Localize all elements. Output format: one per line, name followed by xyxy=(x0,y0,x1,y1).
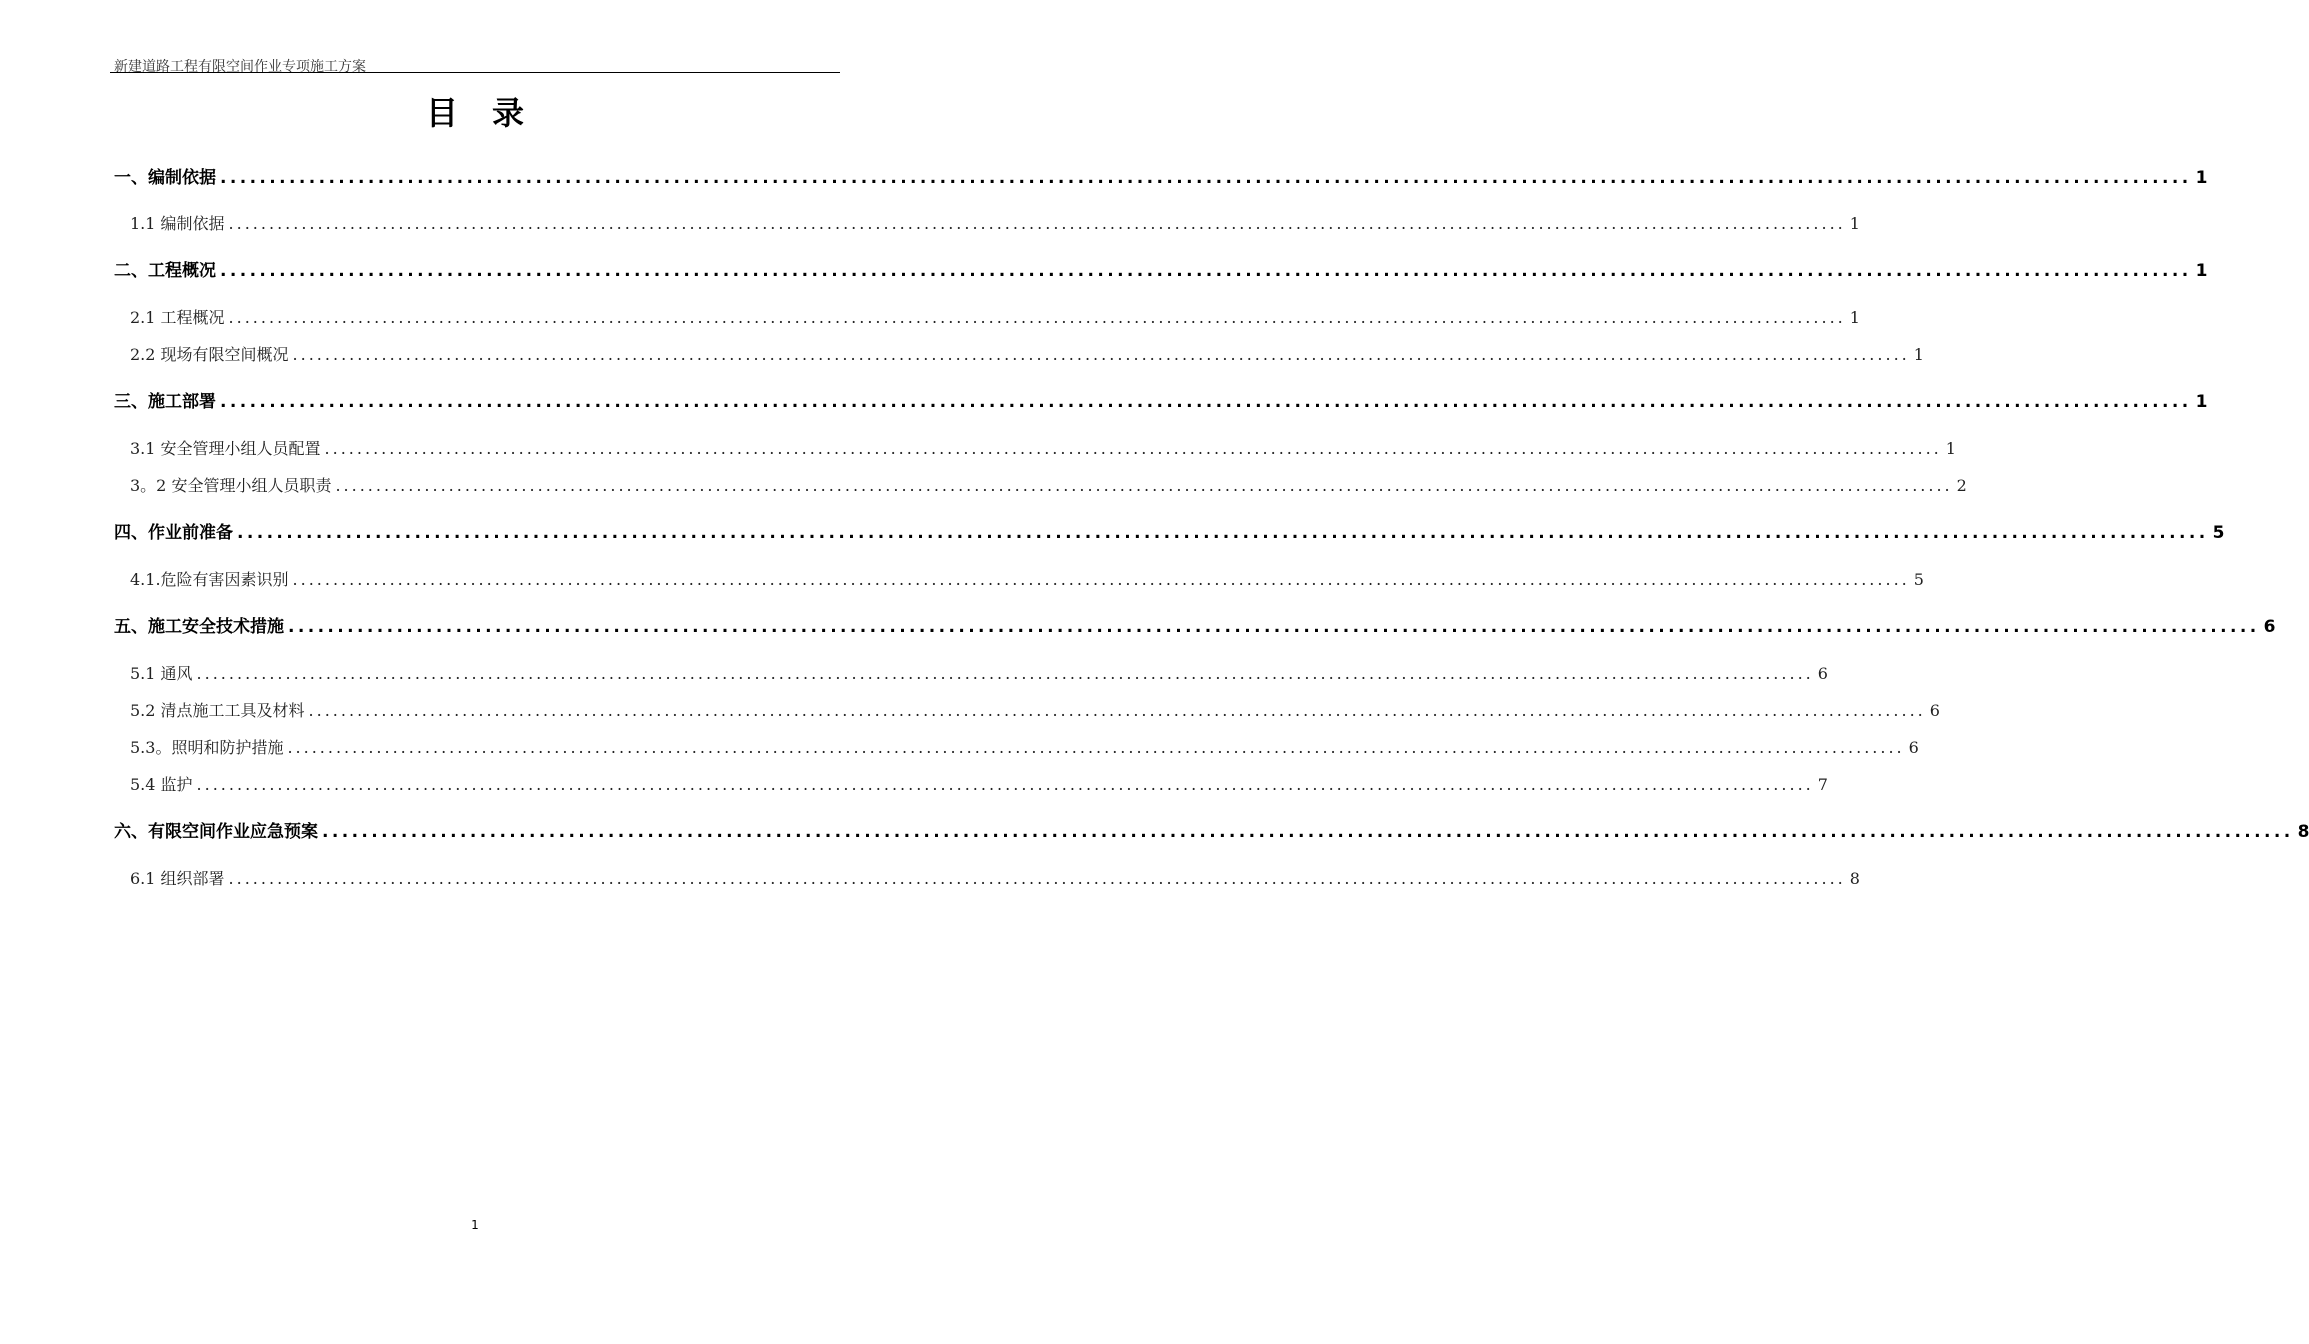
toc-chapter-entry[interactable] xyxy=(114,615,2276,639)
toc-chapter-entry[interactable] xyxy=(114,166,2208,190)
toc-dot-leader: ........................................................................................................................................................................................................ xyxy=(308,701,1926,720)
toc-entry-page: 2 xyxy=(1956,476,1967,495)
toc-entry-page: 1 xyxy=(1945,439,1956,458)
toc-dot-leader: ........................................................................................................................................................................................................ xyxy=(220,168,2192,188)
toc-dot-leader: ........................................................................................................................................................................................................ xyxy=(324,439,1942,458)
toc-entry-page: 1 xyxy=(2195,392,2208,412)
toc-entry-page: 1 xyxy=(2195,168,2208,188)
toc-chapter-entry[interactable] xyxy=(114,390,2208,414)
toc-section-entry[interactable] xyxy=(130,736,1919,760)
toc-dot-leader: ........................................................................................................................................................................................................ xyxy=(196,664,1814,683)
toc-entry-label: 三、施工部署 xyxy=(114,392,216,412)
toc-dot-leader: ........................................................................................................................................................................................................ xyxy=(228,214,1846,233)
toc-entry-page: 1 xyxy=(1849,214,1860,233)
toc-entry-label: 4.1.危险有害因素识别 xyxy=(130,570,289,589)
toc-dot-leader: ........................................................................................................................................................................................................ xyxy=(220,261,2192,281)
toc-section-entry[interactable] xyxy=(130,867,1860,891)
toc-entry-label: 1.1 编制依据 xyxy=(130,214,225,233)
toc-section-entry[interactable] xyxy=(130,212,1860,236)
toc-section-entry[interactable] xyxy=(130,773,1828,797)
toc-section-entry[interactable] xyxy=(130,662,1828,686)
toc-entry-label: 四、作业前准备 xyxy=(114,523,233,543)
toc-section-entry[interactable] xyxy=(130,699,1940,723)
toc-entry-label: 6.1 组织部署 xyxy=(130,869,225,888)
toc-section-entry[interactable] xyxy=(130,437,1956,461)
toc-title: 目录 xyxy=(425,94,558,132)
running-header: 新建道路工程有限空间作业专项施工方案 xyxy=(114,59,366,75)
toc-entry-label: 二、工程概况 xyxy=(114,261,216,281)
toc-dot-leader: ........................................................................................................................................................................................................ xyxy=(237,523,2209,543)
toc-section-entry[interactable] xyxy=(130,343,1924,367)
toc-entry-page: 8 xyxy=(1849,869,1860,888)
toc-entry-label: 2.1 工程概况 xyxy=(130,308,225,327)
toc-section-entry[interactable] xyxy=(130,474,1967,498)
toc-dot-leader: ........................................................................................................................................................................................................ xyxy=(322,822,2294,842)
toc-entry-page: 7 xyxy=(1817,775,1828,794)
toc-dot-leader: ........................................................................................................................................................................................................ xyxy=(292,570,1910,589)
toc-entry-label: 5.4 监护 xyxy=(130,775,193,794)
toc-entry-label: 一、编制依据 xyxy=(114,168,216,188)
toc-entry-page: 5 xyxy=(1913,570,1924,589)
toc-dot-leader: ........................................................................................................................................................................................................ xyxy=(220,392,2192,412)
toc-entry-page: 6 xyxy=(1929,701,1940,720)
toc-entry-label: 3。2 安全管理小组人员职责 xyxy=(130,476,332,495)
toc-entry-label: 5.3。照明和防护措施 xyxy=(130,738,284,757)
toc-dot-leader: ........................................................................................................................................................................................................ xyxy=(196,775,1814,794)
toc-dot-leader: ........................................................................................................................................................................................................ xyxy=(335,476,1953,495)
toc-section-entry[interactable] xyxy=(130,306,1860,330)
toc-entry-label: 五、施工安全技术措施 xyxy=(114,617,284,637)
toc-chapter-entry[interactable] xyxy=(114,259,2208,283)
toc-dot-leader: ........................................................................................................................................................................................................ xyxy=(228,869,1846,888)
toc-chapter-entry[interactable] xyxy=(114,521,2225,545)
toc-entry-label: 5.1 通风 xyxy=(130,664,193,683)
toc-entry-page: 6 xyxy=(1817,664,1828,683)
toc-chapter-entry[interactable] xyxy=(114,820,2309,844)
toc-entry-label: 2.2 现场有限空间概况 xyxy=(130,345,289,364)
toc-entry-label: 六、有限空间作业应急预案 xyxy=(114,822,318,842)
toc-dot-leader: ........................................................................................................................................................................................................ xyxy=(288,617,2260,637)
toc-entry-label: 3.1 安全管理小组人员配置 xyxy=(130,439,321,458)
toc-dot-leader: ........................................................................................................................................................................................................ xyxy=(292,345,1910,364)
toc-entry-page: 8 xyxy=(2297,822,2309,842)
toc-entry-label: 5.2 清点施工工具及材料 xyxy=(130,701,305,720)
toc-dot-leader: ........................................................................................................................................................................................................ xyxy=(228,308,1846,327)
toc-entry-page: 6 xyxy=(2263,617,2276,637)
header-divider xyxy=(110,72,840,73)
footer-page-number: 1 xyxy=(471,1218,479,1232)
toc-entry-page: 1 xyxy=(1849,308,1860,327)
toc-dot-leader: ........................................................................................................................................................................................................ xyxy=(287,738,1905,757)
toc-entry-page: 1 xyxy=(2195,261,2208,281)
toc-entry-page: 6 xyxy=(1908,738,1919,757)
toc-entry-page: 5 xyxy=(2212,523,2225,543)
toc-entry-page: 1 xyxy=(1913,345,1924,364)
toc-section-entry[interactable] xyxy=(130,568,1924,592)
